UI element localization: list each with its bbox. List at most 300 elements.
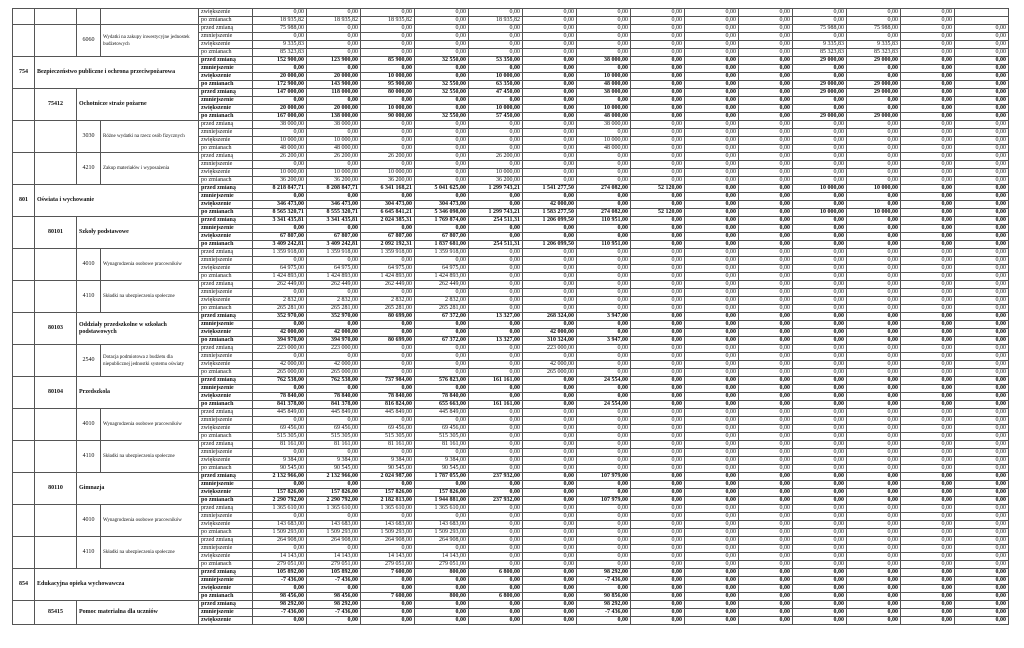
- amount-cell: 0,00: [685, 593, 739, 601]
- amount-cell: 52 120,00: [631, 209, 685, 217]
- amount-cell: 0,00: [577, 585, 631, 593]
- amount-cell: 81 161,00: [253, 441, 307, 449]
- amount-cell: 0,00: [415, 25, 469, 33]
- amount-cell: 1 424 893,00: [253, 273, 307, 281]
- row-type-label: przed zmianą: [199, 377, 253, 385]
- amount-cell: 0,00: [847, 385, 901, 393]
- amount-cell: 0,00: [307, 257, 361, 265]
- amount-cell: 0,00: [577, 249, 631, 257]
- amount-cell: 655 663,00: [415, 401, 469, 409]
- amount-cell: 0,00: [793, 273, 847, 281]
- section-name-cell: Bezpieczeństwo publiczne i ochrona przeciwpożarowa: [35, 57, 199, 89]
- amount-cell: 0,00: [577, 257, 631, 265]
- amount-cell: 0,00: [361, 513, 415, 521]
- amount-cell: 0,00: [685, 105, 739, 113]
- amount-cell: 36 200,00: [361, 177, 415, 185]
- amount-cell: 223 000,00: [523, 345, 577, 353]
- section-name-cell: Składki na ubezpieczenia społeczne: [101, 441, 199, 473]
- amount-cell: 0,00: [415, 41, 469, 49]
- amount-cell: 0,00: [685, 257, 739, 265]
- amount-cell: 0,00: [523, 497, 577, 505]
- amount-cell: 0,00: [955, 329, 1009, 337]
- amount-cell: 26 200,00: [361, 153, 415, 161]
- amount-cell: 0,00: [685, 537, 739, 545]
- row-type-label: po zmianach: [199, 17, 253, 25]
- amount-cell: 0,00: [523, 529, 577, 537]
- amount-cell: 0,00: [523, 481, 577, 489]
- amount-cell: 0,00: [415, 361, 469, 369]
- amount-cell: 0,00: [847, 65, 901, 73]
- amount-cell: 0,00: [901, 465, 955, 473]
- amount-cell: 0,00: [415, 105, 469, 113]
- amount-cell: 0,00: [523, 433, 577, 441]
- amount-cell: 0,00: [631, 577, 685, 585]
- empty-cell: [13, 473, 35, 505]
- amount-cell: 279 051,00: [307, 561, 361, 569]
- amount-cell: 0,00: [955, 513, 1009, 521]
- amount-cell: 0,00: [955, 449, 1009, 457]
- amount-cell: 0,00: [955, 233, 1009, 241]
- amount-cell: 0,00: [685, 65, 739, 73]
- amount-cell: 0,00: [847, 457, 901, 465]
- amount-cell: 0,00: [631, 529, 685, 537]
- amount-cell: 0,00: [523, 249, 577, 257]
- amount-cell: 80 699,00: [361, 337, 415, 345]
- amount-cell: 0,00: [253, 193, 307, 201]
- amount-cell: 0,00: [955, 401, 1009, 409]
- amount-cell: 0,00: [307, 161, 361, 169]
- amount-cell: 264 908,00: [415, 537, 469, 545]
- amount-cell: 20 000,00: [253, 73, 307, 81]
- amount-cell: 0,00: [739, 57, 793, 65]
- empty-cell: [35, 345, 77, 377]
- amount-cell: 0,00: [361, 137, 415, 145]
- amount-cell: 1 359 918,00: [307, 249, 361, 257]
- amount-cell: 0,00: [577, 529, 631, 537]
- amount-cell: 0,00: [577, 457, 631, 465]
- amount-cell: 0,00: [793, 177, 847, 185]
- row-type-label: zmniejszenie: [199, 449, 253, 457]
- amount-cell: 63 350,00: [469, 81, 523, 89]
- amount-cell: 0,00: [577, 265, 631, 273]
- amount-cell: 0,00: [685, 313, 739, 321]
- amount-cell: 0,00: [685, 137, 739, 145]
- rozdzial-code-cell: 80103: [35, 313, 77, 345]
- amount-cell: 265 281,00: [253, 305, 307, 313]
- amount-cell: 262 449,00: [361, 281, 415, 289]
- amount-cell: 265 281,00: [361, 305, 415, 313]
- amount-cell: 0,00: [793, 297, 847, 305]
- amount-cell: 394 970,00: [307, 337, 361, 345]
- amount-cell: 10 000,00: [253, 169, 307, 177]
- paragraf-code-cell: 4010: [77, 249, 101, 281]
- amount-cell: 0,00: [901, 433, 955, 441]
- amount-cell: 0,00: [901, 193, 955, 201]
- amount-cell: 5 346 098,00: [415, 209, 469, 217]
- row-type-label: zmniejszenie: [199, 609, 253, 617]
- amount-cell: 1 359 918,00: [361, 249, 415, 257]
- amount-cell: 0,00: [631, 449, 685, 457]
- amount-cell: 38 000,00: [307, 121, 361, 129]
- amount-cell: 0,00: [631, 57, 685, 65]
- amount-cell: 0,00: [955, 497, 1009, 505]
- amount-cell: 0,00: [955, 585, 1009, 593]
- amount-cell: 90 000,00: [361, 113, 415, 121]
- amount-cell: 0,00: [253, 513, 307, 521]
- amount-cell: 0,00: [955, 561, 1009, 569]
- amount-cell: 0,00: [955, 529, 1009, 537]
- amount-cell: 0,00: [631, 177, 685, 185]
- amount-cell: 0,00: [793, 329, 847, 337]
- amount-cell: 20 000,00: [253, 105, 307, 113]
- amount-cell: 0,00: [847, 217, 901, 225]
- amount-cell: 0,00: [469, 97, 523, 105]
- amount-cell: 36 200,00: [469, 177, 523, 185]
- amount-cell: 0,00: [685, 233, 739, 241]
- amount-cell: 0,00: [685, 377, 739, 385]
- amount-cell: 0,00: [847, 489, 901, 497]
- dzial-code-cell: 754: [13, 57, 35, 89]
- amount-cell: 279 051,00: [253, 561, 307, 569]
- amount-cell: 0,00: [901, 225, 955, 233]
- amount-cell: 841 378,00: [307, 401, 361, 409]
- amount-cell: 90 545,00: [361, 465, 415, 473]
- amount-cell: 0,00: [577, 305, 631, 313]
- amount-cell: 1 206 099,50: [523, 217, 577, 225]
- paragraf-code-cell: 2540: [77, 345, 101, 377]
- amount-cell: 0,00: [847, 545, 901, 553]
- amount-cell: 42 000,00: [523, 329, 577, 337]
- row-type-label: po zmianach: [199, 113, 253, 121]
- amount-cell: 85 900,00: [361, 57, 415, 65]
- amount-cell: 0,00: [415, 513, 469, 521]
- amount-cell: 0,00: [577, 161, 631, 169]
- row-type-label: zmniejszenie: [199, 417, 253, 425]
- amount-cell: 64 975,00: [415, 265, 469, 273]
- amount-cell: 0,00: [685, 57, 739, 65]
- amount-cell: 0,00: [577, 409, 631, 417]
- amount-cell: 0,00: [577, 201, 631, 209]
- amount-cell: 0,00: [955, 353, 1009, 361]
- row-type-label: po zmianach: [199, 561, 253, 569]
- amount-cell: 762 538,00: [253, 377, 307, 385]
- amount-cell: 0,00: [685, 577, 739, 585]
- amount-cell: 0,00: [469, 521, 523, 529]
- amount-cell: 0,00: [523, 153, 577, 161]
- amount-cell: 0,00: [901, 345, 955, 353]
- amount-cell: 0,00: [793, 265, 847, 273]
- amount-cell: 0,00: [631, 73, 685, 81]
- amount-cell: 0,00: [847, 377, 901, 385]
- amount-cell: 48 000,00: [577, 81, 631, 89]
- amount-cell: 57 450,00: [469, 113, 523, 121]
- amount-cell: 143 683,00: [307, 521, 361, 529]
- amount-cell: 10 000,00: [307, 137, 361, 145]
- amount-cell: 0,00: [901, 497, 955, 505]
- row-type-label: przed zmianą: [199, 601, 253, 609]
- amount-cell: 138 000,00: [307, 113, 361, 121]
- amount-cell: 0,00: [901, 393, 955, 401]
- row-type-label: zmniejszenie: [199, 353, 253, 361]
- amount-cell: 0,00: [739, 617, 793, 625]
- amount-cell: 0,00: [523, 577, 577, 585]
- amount-cell: 0,00: [415, 193, 469, 201]
- amount-cell: 0,00: [469, 385, 523, 393]
- amount-cell: 0,00: [793, 305, 847, 313]
- amount-cell: 0,00: [739, 441, 793, 449]
- amount-cell: 0,00: [955, 521, 1009, 529]
- amount-cell: 0,00: [793, 489, 847, 497]
- row-type-label: po zmianach: [199, 273, 253, 281]
- amount-cell: 0,00: [631, 145, 685, 153]
- amount-cell: 53 350,00: [469, 57, 523, 65]
- amount-cell: 0,00: [469, 577, 523, 585]
- row-type-label: po zmianach: [199, 465, 253, 473]
- empty-cell: [35, 441, 77, 473]
- row-type-label: zwiększenie: [199, 73, 253, 81]
- amount-cell: 0,00: [739, 473, 793, 481]
- paragraf-code-cell: 6060: [77, 25, 101, 57]
- row-type-label: zwiększenie: [199, 425, 253, 433]
- amount-cell: 143 683,00: [253, 521, 307, 529]
- amount-cell: 0,00: [469, 25, 523, 33]
- amount-cell: 0,00: [469, 137, 523, 145]
- amount-cell: 0,00: [523, 321, 577, 329]
- amount-cell: 0,00: [901, 113, 955, 121]
- amount-cell: 0,00: [523, 585, 577, 593]
- amount-cell: 0,00: [523, 513, 577, 521]
- amount-cell: 0,00: [631, 113, 685, 121]
- amount-cell: 0,00: [901, 505, 955, 513]
- amount-cell: 0,00: [577, 65, 631, 73]
- row-type-label: zmniejszenie: [199, 289, 253, 297]
- amount-cell: 0,00: [901, 609, 955, 617]
- amount-cell: 0,00: [739, 537, 793, 545]
- amount-cell: 81 161,00: [361, 441, 415, 449]
- amount-cell: 42 000,00: [253, 361, 307, 369]
- amount-cell: 98 292,00: [253, 601, 307, 609]
- paragraf-code-cell: 4110: [77, 281, 101, 313]
- amount-cell: 0,00: [739, 137, 793, 145]
- amount-cell: 223 000,00: [307, 345, 361, 353]
- amount-cell: 0,00: [955, 281, 1009, 289]
- amount-cell: 0,00: [469, 193, 523, 201]
- amount-cell: 0,00: [523, 537, 577, 545]
- amount-cell: 265 281,00: [415, 305, 469, 313]
- amount-cell: 0,00: [685, 585, 739, 593]
- amount-cell: 0,00: [415, 65, 469, 73]
- amount-cell: 0,00: [955, 553, 1009, 561]
- amount-cell: 0,00: [901, 65, 955, 73]
- amount-cell: 2 290 792,00: [253, 497, 307, 505]
- amount-cell: 0,00: [415, 585, 469, 593]
- amount-cell: 0,00: [361, 9, 415, 17]
- amount-cell: 0,00: [901, 177, 955, 185]
- empty-cell: [35, 249, 77, 281]
- amount-cell: 0,00: [469, 281, 523, 289]
- amount-cell: 0,00: [469, 129, 523, 137]
- amount-cell: 816 824,00: [361, 401, 415, 409]
- amount-cell: 0,00: [847, 481, 901, 489]
- amount-cell: 0,00: [901, 305, 955, 313]
- amount-cell: 0,00: [847, 393, 901, 401]
- amount-cell: 0,00: [793, 97, 847, 105]
- amount-cell: 0,00: [901, 385, 955, 393]
- amount-cell: 0,00: [307, 321, 361, 329]
- amount-cell: 0,00: [955, 369, 1009, 377]
- amount-cell: 64 975,00: [361, 265, 415, 273]
- amount-cell: 78 840,00: [361, 393, 415, 401]
- amount-cell: 0,00: [307, 617, 361, 625]
- amount-cell: 90 545,00: [415, 465, 469, 473]
- amount-cell: 0,00: [253, 417, 307, 425]
- row-type-label: po zmianach: [199, 401, 253, 409]
- amount-cell: 18 935,82: [307, 17, 361, 25]
- amount-cell: 0,00: [523, 417, 577, 425]
- amount-cell: 0,00: [685, 161, 739, 169]
- amount-cell: 0,00: [361, 353, 415, 361]
- amount-cell: 0,00: [415, 385, 469, 393]
- amount-cell: 0,00: [469, 161, 523, 169]
- row-type-label: przed zmianą: [199, 569, 253, 577]
- amount-cell: 0,00: [901, 313, 955, 321]
- amount-cell: 0,00: [685, 17, 739, 25]
- amount-cell: 64 975,00: [253, 265, 307, 273]
- amount-cell: 0,00: [631, 473, 685, 481]
- row-type-label: po zmianach: [199, 209, 253, 217]
- amount-cell: 0,00: [847, 513, 901, 521]
- amount-cell: 9 384,00: [415, 457, 469, 465]
- amount-cell: 0,00: [631, 457, 685, 465]
- amount-cell: 7 600,00: [361, 593, 415, 601]
- amount-cell: 0,00: [469, 505, 523, 513]
- amount-cell: 0,00: [793, 553, 847, 561]
- amount-cell: 0,00: [901, 209, 955, 217]
- amount-cell: 157 826,00: [253, 489, 307, 497]
- amount-cell: 0,00: [793, 281, 847, 289]
- amount-cell: 0,00: [901, 273, 955, 281]
- amount-cell: 9 384,00: [307, 457, 361, 465]
- empty-cell: [35, 25, 77, 57]
- row-type-label: zwiększenie: [199, 521, 253, 529]
- amount-cell: 0,00: [793, 169, 847, 177]
- amount-cell: 0,00: [901, 153, 955, 161]
- amount-cell: 0,00: [253, 129, 307, 137]
- amount-cell: 0,00: [361, 257, 415, 265]
- amount-cell: 264 908,00: [307, 537, 361, 545]
- amount-cell: 0,00: [631, 89, 685, 97]
- row-type-label: zmniejszenie: [199, 97, 253, 105]
- amount-cell: 0,00: [523, 113, 577, 121]
- amount-cell: 0,00: [361, 585, 415, 593]
- amount-cell: 0,00: [577, 505, 631, 513]
- amount-cell: 110 951,00: [577, 241, 631, 249]
- amount-cell: 0,00: [955, 577, 1009, 585]
- amount-cell: 0,00: [793, 65, 847, 73]
- amount-cell: 0,00: [739, 81, 793, 89]
- amount-cell: 0,00: [901, 337, 955, 345]
- paragraf-code-cell: 4010: [77, 409, 101, 441]
- amount-cell: 0,00: [901, 457, 955, 465]
- amount-cell: 0,00: [739, 409, 793, 417]
- amount-cell: 0,00: [847, 601, 901, 609]
- amount-cell: 0,00: [955, 473, 1009, 481]
- amount-cell: 0,00: [577, 289, 631, 297]
- amount-cell: 0,00: [415, 329, 469, 337]
- amount-cell: 0,00: [955, 41, 1009, 49]
- row-type-label: zmniejszenie: [199, 129, 253, 137]
- amount-cell: 0,00: [577, 353, 631, 361]
- row-type-label: przed zmianą: [199, 441, 253, 449]
- amount-cell: 0,00: [631, 289, 685, 297]
- amount-cell: 167 000,00: [253, 113, 307, 121]
- amount-cell: 0,00: [523, 449, 577, 457]
- amount-cell: 143 900,00: [307, 81, 361, 89]
- amount-cell: 0,00: [739, 257, 793, 265]
- amount-cell: 310 324,00: [523, 337, 577, 345]
- amount-cell: 1 365 610,00: [253, 505, 307, 513]
- amount-cell: 0,00: [631, 585, 685, 593]
- amount-cell: 0,00: [631, 497, 685, 505]
- dzial-code-cell: 801: [13, 185, 35, 217]
- amount-cell: 0,00: [523, 609, 577, 617]
- table-row: [13, 25, 1009, 33]
- section-name-cell: Składki na ubezpieczenia społeczne: [101, 537, 199, 569]
- amount-cell: 10 000,00: [793, 185, 847, 193]
- amount-cell: 0,00: [523, 473, 577, 481]
- row-type-label: zwiększenie: [199, 457, 253, 465]
- amount-cell: 0,00: [901, 601, 955, 609]
- amount-cell: 0,00: [793, 609, 847, 617]
- amount-cell: 0,00: [469, 201, 523, 209]
- amount-cell: 0,00: [847, 593, 901, 601]
- amount-cell: 0,00: [901, 169, 955, 177]
- amount-cell: 0,00: [631, 481, 685, 489]
- amount-cell: -7 436,00: [253, 577, 307, 585]
- amount-cell: 0,00: [739, 217, 793, 225]
- row-type-label: po zmianach: [199, 433, 253, 441]
- amount-cell: 9 384,00: [361, 457, 415, 465]
- amount-cell: 0,00: [631, 225, 685, 233]
- amount-cell: 67 807,00: [253, 233, 307, 241]
- amount-cell: 254 511,31: [469, 241, 523, 249]
- amount-cell: 14 143,00: [307, 553, 361, 561]
- amount-cell: 0,00: [415, 9, 469, 17]
- amount-cell: 0,00: [793, 241, 847, 249]
- empty-cell: [35, 281, 77, 313]
- amount-cell: 0,00: [739, 305, 793, 313]
- amount-cell: 0,00: [685, 225, 739, 233]
- rozdzial-code-cell: 80110: [35, 473, 77, 505]
- amount-cell: 0,00: [901, 241, 955, 249]
- amount-cell: 0,00: [847, 145, 901, 153]
- amount-cell: 14 143,00: [253, 553, 307, 561]
- amount-cell: 264 908,00: [253, 537, 307, 545]
- amount-cell: 110 951,00: [577, 217, 631, 225]
- amount-cell: 0,00: [955, 257, 1009, 265]
- table-row: [13, 89, 1009, 97]
- amount-cell: 0,00: [847, 305, 901, 313]
- amount-cell: 157 826,00: [307, 489, 361, 497]
- amount-cell: 0,00: [739, 401, 793, 409]
- empty-cell: [13, 249, 35, 281]
- amount-cell: 0,00: [577, 97, 631, 105]
- amount-cell: 0,00: [739, 193, 793, 201]
- amount-cell: 0,00: [577, 393, 631, 401]
- amount-cell: 0,00: [577, 433, 631, 441]
- amount-cell: 0,00: [577, 561, 631, 569]
- table-row: [13, 569, 1009, 577]
